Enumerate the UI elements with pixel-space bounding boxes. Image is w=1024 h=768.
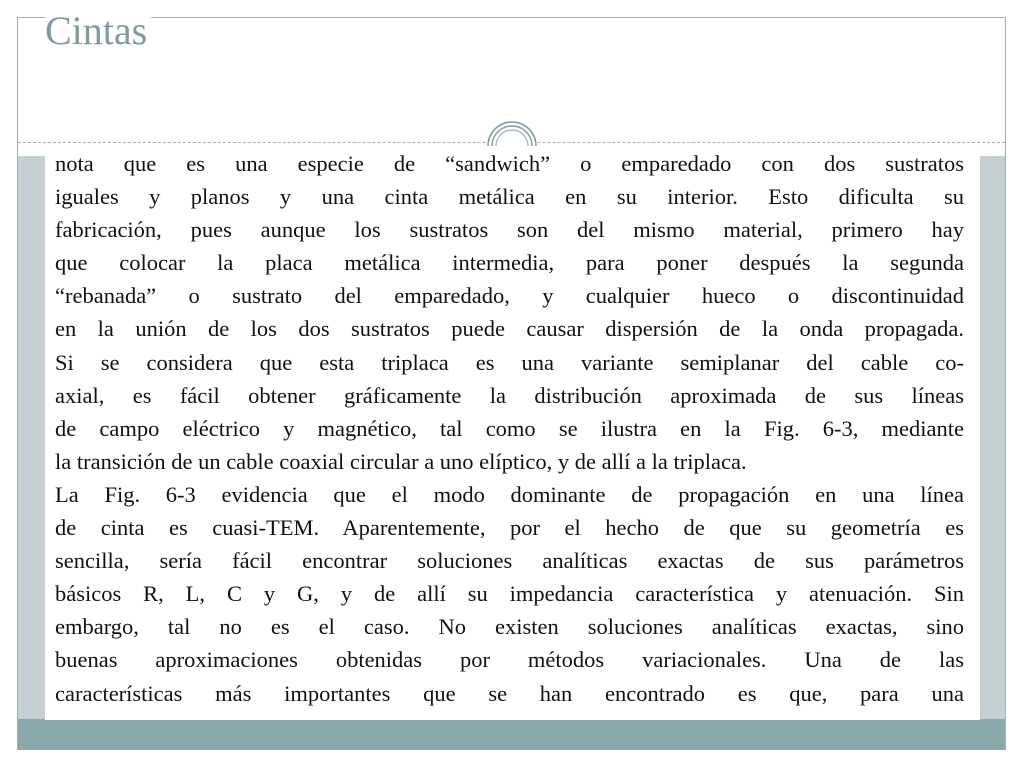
text-line: La Fig. 6-3 evidencia que el modo dominante de propagación en una línea [55, 481, 964, 507]
text-line: básicos R, L, C y G, y de allí su impedancia característica y atenuación. Sin [55, 581, 964, 607]
text-line: axial, es fácil obtener gráficamente la distribución aproximada de sus líneas [55, 382, 964, 408]
circle-ornament-icon [484, 114, 540, 158]
text-line: de campo eléctrico y magnético, tal como se ilustra en la Fig. 6-3, mediante [55, 415, 964, 441]
text-line: sencilla, sería fácil encontrar soluciones analíticas exactas de sus parámetros [55, 548, 964, 574]
text-line: “rebanada” o sustrato del emparedado, y cualquier hueco o discontinuidad [55, 283, 964, 309]
text-line: iguales y planos y una cinta metálica en su interior. Esto dificulta su [55, 184, 964, 210]
text-line: en la unión de los dos sustratos puede causar dispersión de la onda propagada. [55, 316, 964, 342]
slide-title: Cintas [45, 4, 151, 58]
text-line: la transición de un cable coaxial circular a uno elíptico, y de allí a la triplaca. [55, 448, 747, 474]
text-line: Si se considera que esta triplaca es una variante semiplanar del cable co- [55, 349, 964, 375]
text-line: que colocar la placa metálica intermedia, para poner después la segunda [55, 250, 964, 276]
text-line: fabricación, pues aunque los sustratos son del mismo material, primero hay [55, 217, 964, 243]
text-line: características más importantes que se han encontrado es que, para una [55, 680, 964, 706]
text-line: de cinta es cuasi-TEM. Aparentemente, por el hecho de que su geometría es [55, 515, 964, 541]
scanned-text-block [45, 146, 980, 720]
text-line: nota que es una especie de “sandwich” o emparedado con dos sustratos [55, 151, 964, 176]
text-line: embargo, tal no es el caso. No existen soluciones analíticas exactas, sino [55, 614, 964, 640]
bottom-band [18, 719, 1005, 750]
text-line: buenas aproximaciones obtenidas por métodos variacionales. Una de las [55, 647, 964, 673]
